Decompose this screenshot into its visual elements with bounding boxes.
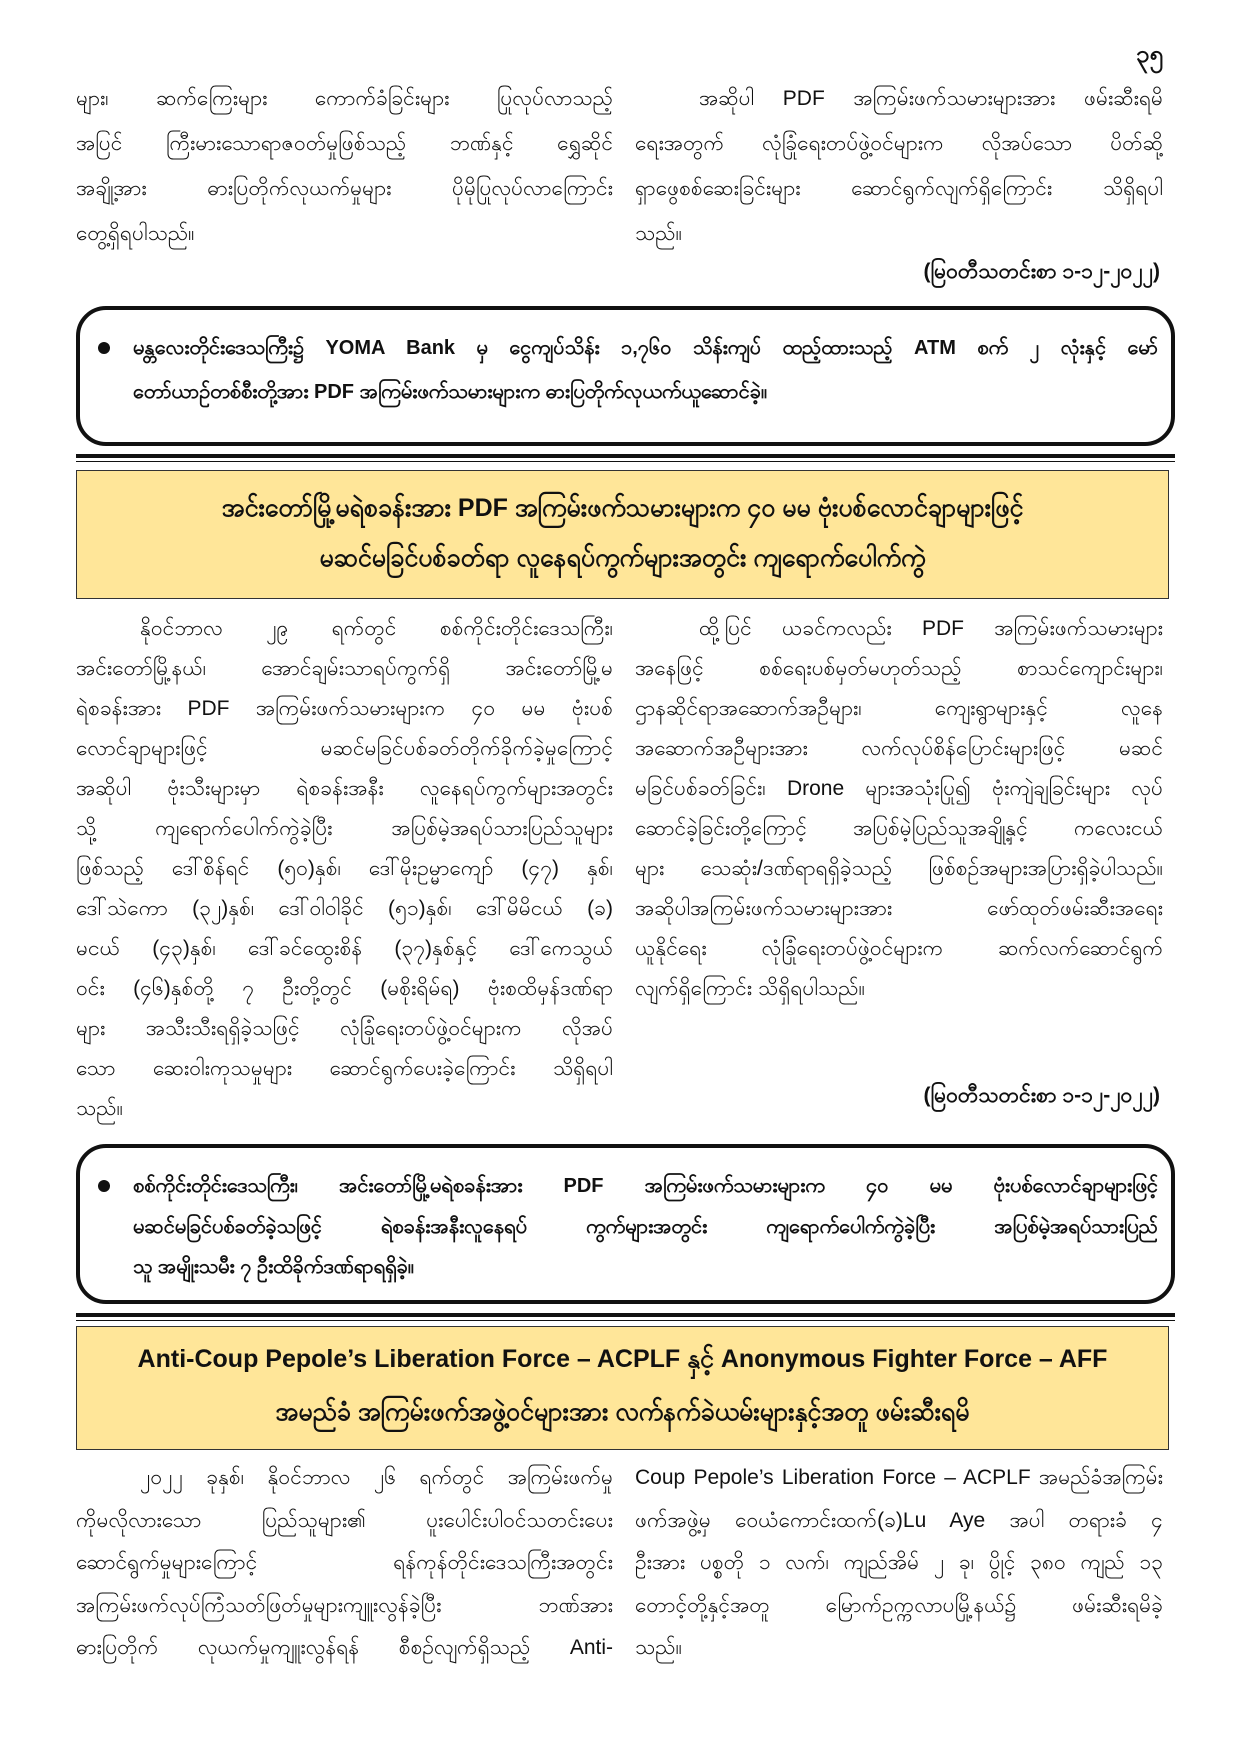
article-1-left-line: နိုဝင်ဘာလ ၂၉ ရက်တွင် စစ်ကိုင်းတိုင်းဒေသကြီး၊ — [140, 617, 613, 640]
summary-line: တော်ယာဉ်တစ်စီးတို့အား PDF အကြမ်းဖက်သမားများက ဓားပြတိုက်လုယက်ယူဆောင်ခဲ့။ — [133, 381, 767, 403]
article-1-left-column — [76, 609, 613, 1129]
article-2-right-column — [635, 1457, 1163, 1670]
article-1-left-line: သော ဆေးဝါးကုသမှုများ ဆောင်ရွက်ပေးခဲ့ကြောင်း သိရှိရပါ — [76, 1057, 613, 1080]
top-right-line: အဆိုပါ PDF အကြမ်းဖက်သမားများအား ဖမ်းဆီးရမိ — [699, 87, 1163, 110]
top-left-line: များ၊ ဆက်ကြေးများ ကောက်ခံခြင်းများ ပြုလုပ်လာသည့် — [76, 87, 613, 110]
headline-line: အင်းတော်မြို့မရဲစခန်းအား PDF အကြမ်းဖက်သမားများက ၄၀ မမ ဗုံးပစ်လောင်ချာများဖြင့် — [221, 494, 1024, 522]
article-1-left-line: ဒေါ်သဲကော (၃၂)နှစ်၊ ဒေါ်ဝါဝါခိုင် (၅၁)နှစ်၊ ဒေါ်မိမိငယ် (ခ) — [76, 897, 613, 920]
article-1-left-line: ဖြစ်သည့် ဒေါ်စိန်ရင် (၅၀)နှစ်၊ ဒေါ်မိုးဥမ္မာကျော် (၄၇) နှစ်၊ — [76, 857, 613, 880]
article-headline — [76, 470, 1169, 599]
article-1-right-line: ဌာနဆိုင်ရာအဆောက်အဦများ၊ ကျေးရွာများနှင့် လူနေ — [635, 697, 1163, 720]
summary-line: မန္တလေးတိုင်းဒေသကြီး၌ YOMA Bank မှ ငွေကျပ်သိန်း ၁,၇၆၀ သိန်းကျပ် ထည့်ထားသည့် ATM စက် ၂ လုံးနှင့် မော် — [133, 337, 1158, 359]
article-1-right-line: မခြင်ပစ်ခတ်ခြင်း၊ Drone များအသုံးပြု၍ ဗုံးကျဲချခြင်းများ လုပ် — [635, 777, 1163, 800]
top-right-line: သည်။ — [635, 222, 682, 245]
summary-text — [133, 1166, 1158, 1288]
article-2-right-line: ဦးအား ပစ္စတို ၁ လက်၊ ကျည်အိမ် ၂ ခု၊ ပွိုင့် ၃၈၀ ကျည် ၁၃ — [635, 1551, 1163, 1574]
page-number: ၃၅ — [1136, 41, 1163, 68]
article-2-left-line: အကြမ်းဖက်လုပ်ကြံသတ်ဖြတ်မှုများကျူးလွန်ခဲ့ပြီး ဘဏ်အား — [76, 1593, 613, 1617]
article-1-right-line: ထို့ပြင် ယခင်ကလည်း PDF အကြမ်းဖက်သမားများ — [699, 617, 1163, 640]
article-1-left-line: သည်။ — [76, 1097, 123, 1120]
double-rule-divider — [76, 1313, 1175, 1321]
article-1-left-line: လောင်ချာများဖြင့် မဆင်မခြင်ပစ်ခတ်တိုက်ခိုက်ခဲ့မှုကြောင့် — [76, 737, 613, 760]
bullet-icon — [98, 342, 110, 354]
double-rule-divider — [76, 454, 1175, 462]
summary-text — [133, 326, 1158, 414]
summary-box — [76, 306, 1175, 446]
article-2-right-line: ဖက်အဖွဲ့မှ ဝေယံကောင်းထက်(ခ)Lu Aye အပါ တရားခံ ၄ — [635, 1508, 1163, 1532]
article-2-right-line: တောင့်တို့နှင့်အတူ မြောက်ဥက္ကလာပမြို့နယ်၌ ဖမ်းဆီးရမိခဲ့ — [635, 1593, 1163, 1617]
summary-line: သူ အမျိုးသမီး ၇ ဦးထိခိုက်ဒဏ်ရာရရှိခဲ့။ — [133, 1256, 414, 1278]
article-2-left-line: ၂၀၂၂ ခုနှစ်၊ နိုဝင်ဘာလ ၂၆ ရက်တွင် အကြမ်းဖက်မှု — [140, 1466, 613, 1489]
article-1-right-column — [635, 609, 1163, 1009]
article-2-right-line: Coup Pepole’s Liberation Force – ACPLF အမည်ခံအကြမ်း — [635, 1466, 1163, 1489]
article-1-left-line: မငယ် (၄၃)နှစ်၊ ဒေါ်ခင်ထွေးစိန် (၃၇)နှစ်နှင့် ဒေါ်ကေသွယ် — [76, 937, 613, 960]
headline-line: မဆင်မခြင်ပစ်ခတ်ရာ လူနေရပ်ကွက်များအတွင်း ကျရောက်ပေါက်ကွဲ — [319, 544, 926, 572]
article-1-left-line: အင်းတော်မြို့နယ်၊ အောင်ချမ်းသာရပ်ကွက်ရှိ အင်းတော်မြို့မ — [76, 657, 613, 680]
article-1-right-line: အဆောက်အဦများအား လက်လုပ်စိန်ပြောင်းများဖြင့် မဆင် — [635, 737, 1163, 760]
article-2-left-line: ဓားပြတိုက် လုယက်မှုကျူးလွန်ရန် စီစဉ်လျက်ရှိသည့် Anti- — [76, 1636, 613, 1659]
article-1-right-line: ယူနိုင်ရေး လုံခြုံရေးတပ်ဖွဲ့ဝင်များက ဆက်လက်ဆောင်ရွက် — [635, 937, 1163, 960]
top-right-column — [635, 76, 1163, 256]
top-left-line: တွေ့ရှိရပါသည်။ — [76, 222, 195, 245]
article-1-left-line: ဝင်း (၄၆)နှစ်တို့ ၇ ဦးတို့တွင် (မစိုးရိမ်ရ) ဗုံးစထိမှန်ဒဏ်ရာ — [76, 977, 613, 1000]
top-left-line: အပြင် ကြီးမားသောရာဇဝတ်မှုဖြစ်သည့် ဘဏ်နှင့် ရွှေဆိုင် — [76, 132, 613, 155]
article-2-left-column — [76, 1457, 613, 1670]
article-1-left-line: ရဲစခန်းအား PDF အကြမ်းဖက်သမားများက ၄၀ မမ ဗုံးပစ် — [76, 697, 613, 720]
top-left-column — [76, 76, 613, 256]
summary-box — [76, 1144, 1175, 1304]
summary-line: မဆင်မခြင်ပစ်ခတ်ခဲ့သဖြင့် ရဲစခန်းအနီးလူနေရပ် ကွက်များအတွင်း ကျရောက်ပေါက်ကွဲခဲ့ပြီး အပြစ်မဲ့အရပ်သားပြည် — [133, 1215, 1158, 1238]
article-1-left-line: အဆိုပါ ဗုံးသီးများမှာ ရဲစခန်းအနီး လူနေရပ်ကွက်များအတွင်း — [76, 777, 613, 800]
article-2-left-line: ဆောင်ရွက်မှုများကြောင့် ရန်ကုန်တိုင်းဒေသကြီးအတွင်း — [76, 1551, 613, 1574]
news-source-citation: (မြဝတီသတင်းစာ ၁-၁၂-၂၀၂၂) — [923, 1084, 1160, 1107]
article-1-right-line: အဆိုပါအကြမ်းဖက်သမားများအား ဖော်ထုတ်ဖမ်းဆီးအရေး — [635, 897, 1163, 920]
article-2-left-line: ကိုမလိုလားသော ပြည်သူများ၏ ပူးပေါင်းပါဝင်သတင်းပေး — [76, 1508, 613, 1532]
article-1-left-line: သို့ ကျရောက်ပေါက်ကွဲခဲ့ပြီး အပြစ်မဲ့အရပ်သားပြည်သူများ — [76, 817, 613, 840]
headline-line: Anti-Coup Pepole’s Liberation Force – ACPLF နှင့် Anonymous Fighter Force – AFF — [137, 1345, 1108, 1373]
article-1-right-line: ဆောင်ခဲ့ခြင်းတို့ကြောင့် အပြစ်မဲ့ပြည်သူအချို့နှင့် ကလေးငယ် — [635, 817, 1163, 840]
summary-line: စစ်ကိုင်းတိုင်းဒေသကြီး၊ အင်းတော်မြို့မရဲစခန်းအား PDF အကြမ်းဖက်သမားများက ၄၀ မမ ဗုံးပစ်လောင်ချာများဖြင့် — [133, 1175, 1158, 1197]
article-headline — [76, 1326, 1169, 1450]
headline-line: အမည်ခံ အကြမ်းဖက်အဖွဲ့ဝင်များအား လက်နက်ခဲယမ်းများနှင့်အတူ ဖမ်းဆီးရမိ — [275, 1398, 970, 1426]
article-2-right-line: သည်။ — [635, 1636, 682, 1659]
news-source-citation: (မြဝတီသတင်းစာ ၁-၁၂-၂၀၂၂) — [923, 260, 1160, 283]
article-1-right-line: လျက်ရှိကြောင်း သိရှိရပါသည်။ — [635, 977, 865, 1000]
top-left-line: အချို့အား ဓားပြတိုက်လုယက်မှုများ ပိုမိုပြုလုပ်လာကြောင်း — [76, 177, 613, 200]
article-1-left-line: များ အသီးသီးရရှိခဲ့သဖြင့် လုံခြုံရေးတပ်ဖွဲ့ဝင်များက လိုအပ် — [76, 1017, 613, 1040]
bullet-icon — [98, 1180, 110, 1192]
top-right-line: ရေးအတွက် လုံခြုံရေးတပ်ဖွဲ့ဝင်များက လိုအပ်သော ပိတ်ဆို့ — [635, 132, 1163, 155]
article-1-right-line: များ သေဆုံး/ဒဏ်ရာရရှိခဲ့သည့် ဖြစ်စဉ်အများအပြားရှိခဲ့ပါသည်။ — [635, 857, 1163, 880]
article-1-right-line: အနေဖြင့် စစ်ရေးပစ်မှတ်မဟုတ်သည့် စာသင်ကျောင်းများ၊ — [635, 657, 1163, 680]
top-right-line: ရှာဖွေစစ်ဆေးခြင်းများ ဆောင်ရွက်လျက်ရှိကြောင်း သိရှိရပါ — [635, 177, 1163, 200]
